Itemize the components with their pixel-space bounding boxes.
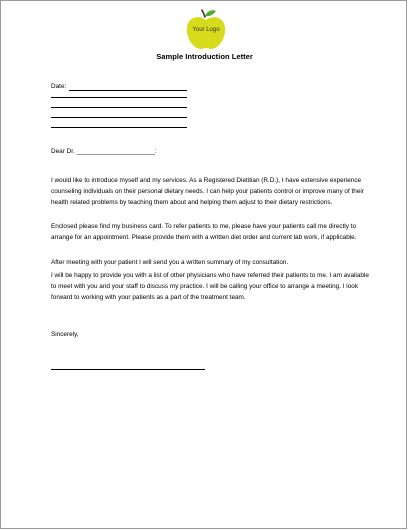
address-line[interactable]	[51, 107, 187, 108]
address-line[interactable]	[51, 117, 187, 118]
date-label: Date:	[51, 83, 67, 90]
salutation: Dear Dr. ______________________:	[51, 148, 157, 155]
signoff: Sincerely,	[51, 331, 79, 338]
logo-text: Your Logo	[192, 27, 220, 33]
address-line[interactable]	[51, 127, 187, 128]
date-line[interactable]	[69, 90, 187, 91]
paragraph: I would like to introduce myself and my services. As a Registered Dietitian (R.D.), I have extensive experience counseling individuals on their personal dietary needs. I can help your patients control or improve many of their health related problems by teaching them about and helping them adjust to their dietary restrictions.	[51, 177, 364, 206]
address-line[interactable]	[51, 97, 187, 98]
letter-title: Sample Introduction Letter	[156, 52, 253, 61]
leaf-icon	[205, 10, 216, 16]
signature-line[interactable]	[51, 369, 205, 370]
paragraph: Enclosed please find my business card. To refer patients to me, please have your patients call me directly to arrange for an appointment. Please provide them with a written diet order and current lab work, if applicable.	[51, 223, 357, 241]
logo	[183, 8, 229, 52]
paragraph: I will be happy to provide you with a list of other physicians who have referred their patients to me. I am available to meet with you and your staff to discuss my practice. I will be calling your office to arrange a meeting. I look forward to working with your patients as a part of the treatment team.	[51, 272, 369, 301]
paragraph: After meeting with your patient I will send you a written summary of my consultation.	[51, 259, 289, 266]
